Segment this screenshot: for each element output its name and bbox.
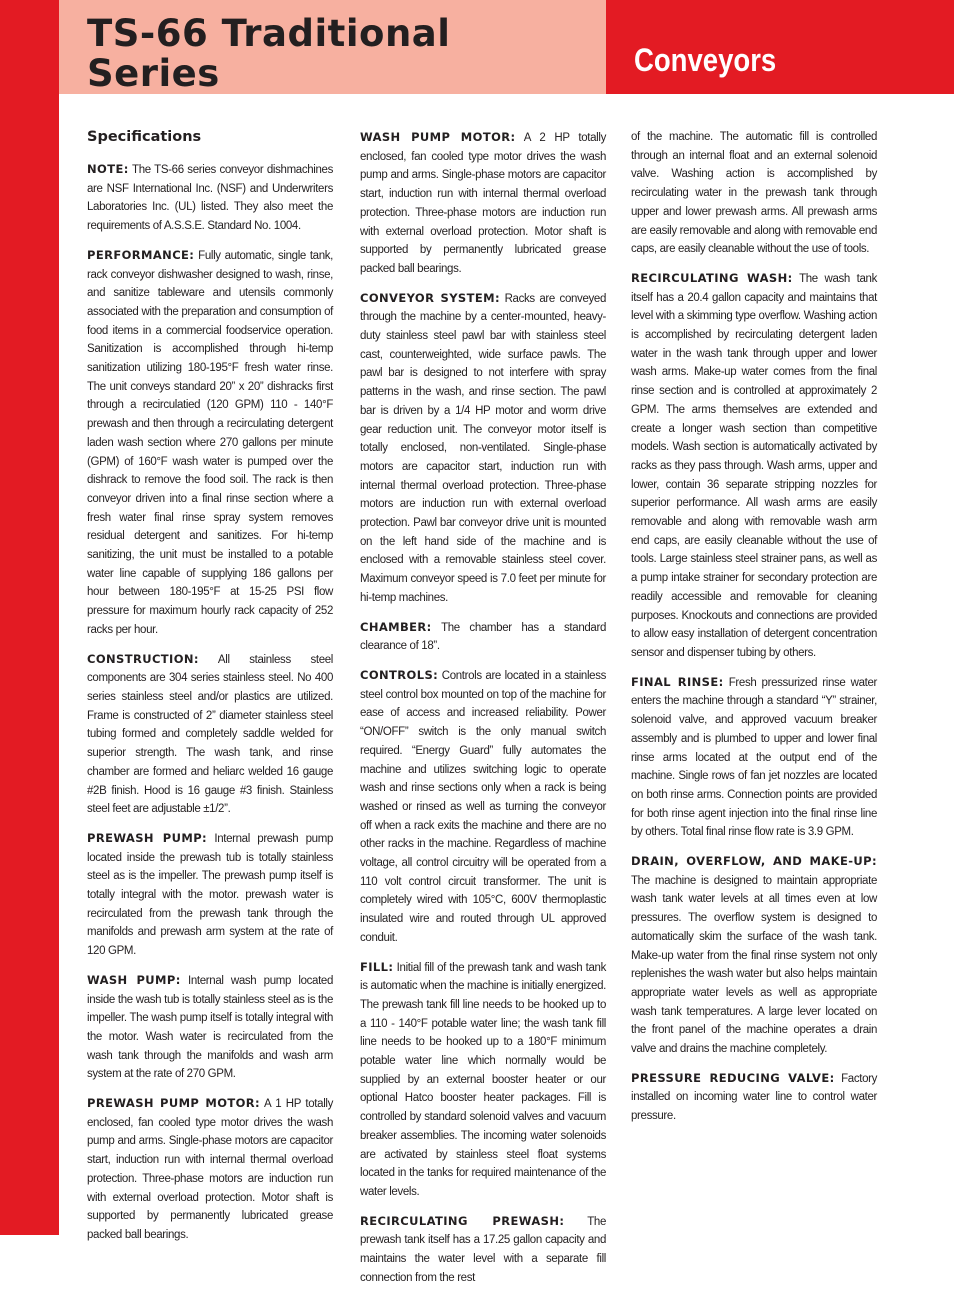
spec-text: Internal wash pump located inside the wash tub is totally stainless steel as is the impeller. The wash pump itself is totally integral with the motor. Wash water is recirculated from the wash tank through the manifolds and wash arm system at the rate of 270 GPM.: [87, 974, 334, 1081]
spec-text: of the machine. The automatic fill is controlled through an internal float and an external solenoid valve. Washing action is accomplished by recirculating water in the prewash tank through upper and lower prewash arms. All prewash arms are easily removable and along with removable end caps, are easily cleanable without the use of tools.: [631, 131, 877, 256]
spec-text: Internal prewash pump located inside the prewash tub is totally stainless steel as is the impeller. The prewash pump itself is totally integral with the motor. prewash water is recirculated from the prewash tank through the manifolds and prewash arm system at the rate of 120 GPM.: [87, 832, 333, 958]
spec-label: CONVEYOR SYSTEM:: [360, 290, 500, 305]
spec-text: Fresh pressurized rinse water enters the machine through a standard “Y” strainer, solenoid valve, and approved vacuum breaker assembly and is plumbed to upper and lower final rinse arms located at the output end of the machine. Single rows of fan jet nozzles are located on both rinse arms. Connection points are provided for both rinse agent injection into the final rinse line by others. Total final rinse flow rate is 3.9 GPM.: [631, 676, 877, 839]
spec-label: FINAL RINSE:: [631, 674, 724, 689]
spec-paragraph: [87, 829, 333, 961]
spec-text: Racks are conveyed through the machine by a center-mounted, heavy-duty stainless steel pawl bar with stainless steel cast, counterweighted, wide surface pawls. The pawl bar is designed to not interfere with spray patterns in the wash, and rinse section. The pawl bar is driven by a 1/4 HP motor and worm drive gear reduction unit. The conveyor motor itself is totally enclosed, non-ventilated. Single-phase motors are capacitor start, induction run with internal thermal overload protection. Three-phase motors are induction run with external overload protection. Pawl bar conveyor drive unit is mounted on the left hand side of the machine and is enclosed with a removable stainless steel cover. Maximum conveyor speed is 7.0 feet per minute for hi-temp machines.: [360, 292, 606, 604]
column-2-content: [360, 128, 606, 1287]
spec-label: PERFORMANCE:: [87, 247, 195, 262]
spec-label: PREWASH PUMP:: [87, 830, 208, 845]
section-title: Conveyors: [634, 42, 777, 78]
specifications-heading: Specifications: [87, 129, 202, 145]
spec-text: Factory installed on incoming water line to control water pressure.: [631, 1072, 877, 1123]
spec-text: The wash tank itself has a 20.4 gallon capacity and maintains that level with a skimming type overflow. Washing action is accomplished by recirculating detergent laden water in the wash tank through upper and lower wash arms. Make-up water comes from the final rinse section and is controlled at approximately 2 GPM. The arms themselves are extended and create a longer wash section than competitive models. Wash section is automatically activated by racks as they pass through. Wash arms, upper and lower, contain 36 separate stripping nozzles for superior performance. All wash arms are easily removable and along with removable wash arm end caps, are easily cleanable without the use of tools. Large stainless steel strainer pans, as well as a pump intake strainer for secondary protection are readily accessible and removable for cleaning purposes. Knockouts and connections are provided to allow easy installation of detergent concentration sensor and dispenser tubing by others.: [631, 272, 877, 659]
spec-text: A 2 HP totally enclosed, fan cooled type motor drives the wash pump and arms. Single-phase motors are capacitor start, induction run with internal thermal overload protection. Three-phase motors are induction run with external overload protection. Motor shaft is supported by permanently lubricated grease packed ball bearings.: [360, 132, 606, 275]
spec-label: PREWASH PUMP MOTOR:: [87, 1096, 261, 1111]
spec-text: Initial fill of the prewash tank and wash tank is automatic when the machine is initially energized. The prewash tank fill line needs to be hooked up to a 110 - 140°F potable water line; the wash tank fill line needs to be hooked up to a 180°F minimum potable water line which normally would be supplied by an external booster heater or our optional Hatco booster heater packages. Fill is controlled by standard solenoid valves and vacuum breaker assemblies. The incoming water solenoids are activated by stainless steel float systems located in the tanks for required maintenance of the water levels.: [360, 961, 606, 1198]
spec-label: CONTROLS:: [360, 667, 439, 682]
spec-label: NOTE:: [87, 162, 129, 176]
spec-text: All stainless steel components are 304 series stainless steel. No 400 series stainless steel and/or plastics are utilized. Frame is constructed of 2” diameter stainless steel tubing formed and completely saddle welded for superior strength. The wash tank, and rinse chamber are formed and heliarc welded 16 gauge #2B finish. Hood is 16 gauge #3 finish. Stainless steel feet are adjustable ±1/2”.: [87, 653, 333, 816]
header-section-panel: [606, 0, 954, 94]
left-accent-bar: [0, 0, 59, 1235]
header-title-panel: [59, 0, 606, 94]
spec-label: FILL:: [360, 959, 394, 974]
spec-paragraph: [87, 246, 333, 640]
spec-paragraph: [631, 673, 877, 842]
spec-paragraph: [360, 666, 606, 948]
spec-paragraph: [631, 1069, 877, 1126]
column-2: [360, 128, 606, 1297]
spec-text: The machine is designed to maintain appropriate wash tank water levels at all times even at low pressures. The overflow system is designed to automatically skim the surface of the wash tank. Make-up water from the final rinse system not only replenishes the wash water but also helps maintain appropriate water levels as well as appropriate wash tank temperatures. A large lever located on the front panel of the machine operates a drain valve and drains the machine completely.: [631, 874, 877, 1056]
spec-text: Controls are located in a stainless steel control box mounted on top of the machine for ease of access and increased reliability. Power “ON/OFF” switch is the only manual switch required. “Energy Guard” fully automates the machine and utilizes switching logic to operate wash and rinse sections only when a rack is being washed or rinsed as well as turning the conveyor off when a rack exits the machine and there are no other racks in the machine. Regardless of machine voltage, all control circuitry will be operated from a 110 volt control circuit transformer. The unit is completely wired with 105°C, 600V thermoplastic insulated wire and routed through UL approved conduit.: [360, 669, 606, 944]
spec-paragraph: [360, 1212, 606, 1288]
spec-label: RECIRCULATING WASH:: [631, 270, 793, 285]
spec-paragraph: [87, 650, 333, 819]
spec-text: A 1 HP totally enclosed, fan cooled type motor drives the wash pump and arms. Single-phase motors are capacitor start, induction run with internal thermal overload protection. Three-phase motors are induction run with external overload protection. Motor shaft is supported by permanently lubricated grease packed ball bearings.: [87, 1098, 334, 1241]
spec-label: CONSTRUCTION:: [87, 651, 199, 666]
column-3: [631, 128, 877, 1136]
spec-text: The TS-66 series conveyor dishmachines are NSF International Inc. (NSF) and Underwriters Laboratories Inc. (UL) listed. They also meet the requirements of A.S.S.E. Standard No. 1004.: [87, 164, 333, 233]
spec-paragraph: [360, 289, 606, 608]
spec-text: Fully automatic, single tank, rack conveyor dishwasher designed to wash, rinse, and sanitize tableware and utensils commonly associated with the preparation and consumption of food items in a commercial foodservice operation. Sanitization is accomplished through hi-temp sanitization utilizing 180-195°F fresh water rinse. The unit conveys standard 20” x 20” dishracks first through a recirculatied (120 GPM) 110 - 140°F prewash and then through a recirculating detergent laden wash section where 270 gallons per minute (GPM) of 160°F wash water is pumped over the dishrack to remove the food soil. The rack is then conveyor driven into a final rinse section where a fresh water final rinse spray system removes residual detergent and sanitizes. For hi-temp sanitizing, the unit must be installed to a potable water line capable of supplying 186 gallons per hour between 180-195°F at 15-25 PSI flow pressure for maximum hourly rack capacity of 252 racks per hour.: [87, 249, 333, 636]
spec-text: The chamber has a standard clearance of 18”.: [360, 621, 606, 653]
spec-label: RECIRCULATING PREWASH:: [360, 1213, 565, 1228]
column-1-content: [87, 160, 333, 1245]
spec-paragraph: [87, 1094, 333, 1245]
spec-label: PRESSURE REDUCING VALVE:: [631, 1070, 835, 1085]
spec-paragraph: [360, 618, 606, 656]
spec-paragraph: [360, 958, 606, 1202]
spec-paragraph: [631, 269, 877, 663]
spec-text: The prewash tank itself has a 17.25 gallon capacity and maintains the water level with a separate fill connection from the rest: [360, 1215, 607, 1284]
spec-paragraph: [631, 852, 877, 1059]
spec-paragraph: [87, 971, 333, 1084]
spec-label: CHAMBER:: [360, 619, 432, 634]
spec-label: WASH PUMP MOTOR:: [360, 130, 516, 144]
column-3-content: [631, 128, 877, 1126]
page-title-line1: TS-66 Traditional: [87, 12, 451, 55]
spec-paragraph: [631, 128, 877, 259]
page-title: [87, 14, 450, 94]
spec-label: DRAIN, OVERFLOW, AND MAKE-UP:: [631, 854, 877, 869]
spec-paragraph: [360, 128, 606, 279]
spec-paragraph: [87, 160, 333, 236]
page-title-line2: Series: [87, 52, 220, 95]
column-1: [87, 128, 333, 1255]
spec-label: WASH PUMP:: [87, 972, 181, 987]
